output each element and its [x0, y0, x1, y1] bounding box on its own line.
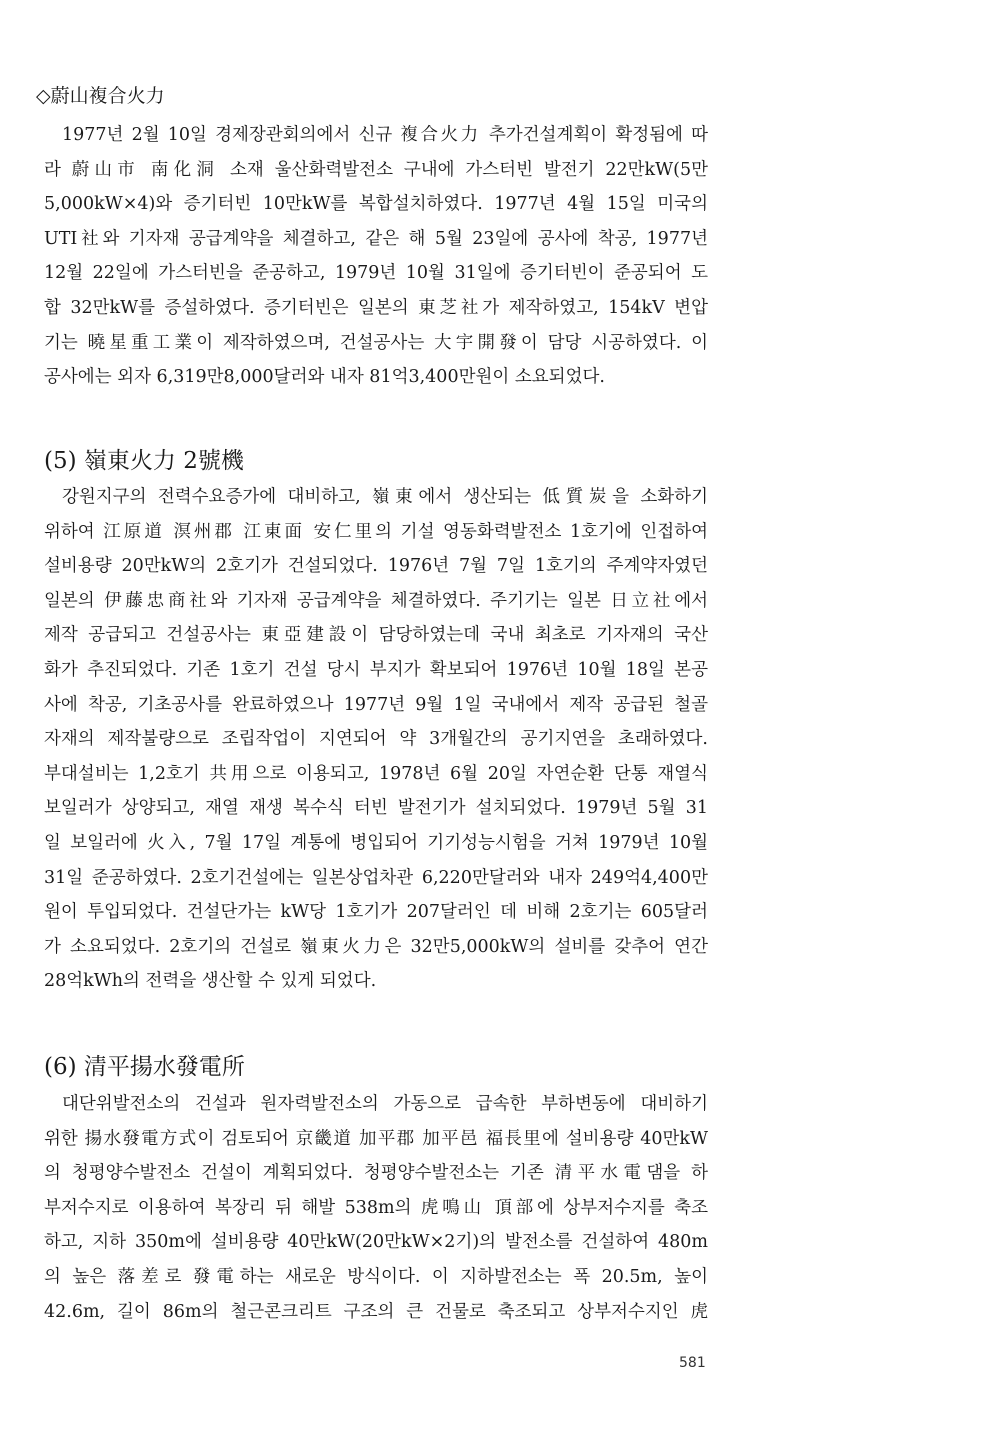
subsection-paragraph	[44, 118, 708, 395]
text-line: 위한 揚水發電方式이 검토되어 京畿道 加平郡 加平邑 福長里에 설비용량 40만kW	[44, 1128, 708, 1149]
text-line: 5,000kW×4)와 증기터빈 10만kW를 복합설치하였다. 1977년 4월 15일 미국의	[44, 194, 708, 215]
text-line: 가 소요되었다. 2호기의 건설로 嶺東火力은 32만5,000kW의 설비를 갖추어 연간	[44, 936, 708, 957]
text-line: 자재의 제작불량으로 조립작업이 지연되어 약 3개월간의 공기지연을 초래하였다.	[44, 729, 708, 750]
subsection-title: ◇蔚山複合火力	[36, 85, 165, 107]
text-line: 라 蔚山市 南化洞 소재 울산화력발전소 구내에 가스터빈 발전기 22만kW(5만	[44, 159, 708, 180]
text-line: 부대설비는 1,2호기 共用으로 이용되고, 1978년 6월 20일 자연순환 단통 재열식	[44, 763, 708, 784]
section-6-paragraph	[44, 1087, 708, 1329]
text-line: 28억kWh의 전력을 생산할 수 있게 되었다.	[44, 971, 377, 992]
section-5-heading: (5) 嶺東火力 2號機	[44, 448, 244, 474]
text-line: 의 청평양수발전소 건설이 계획되었다. 청평양수발전소는 기존 清平水電댐을 하	[44, 1163, 708, 1184]
text-line: 기는 曉星重工業이 제작하였으며, 건설공사는 大宇開發이 담당 시공하였다. 이	[44, 332, 708, 353]
text-line: 일 보일러에 火入, 7월 17일 계통에 병입되어 기기성능시험을 거쳐 1979년 10월	[44, 832, 708, 853]
section-5-paragraph	[44, 480, 708, 999]
text-line: 의 높은 落差로 發電하는 새로운 방식이다. 이 지하발전소는 폭 20.5m, 높이	[44, 1266, 708, 1287]
text-line: 부저수지로 이용하여 복장리 뒤 해발 538m의 虎鳴山 頂部에 상부저수지를 축조	[44, 1197, 708, 1218]
text-line: 설비용량 20만kW의 2호기가 건설되었다. 1976년 7월 7일 1호기의 주계약자였던	[44, 556, 708, 577]
text-line: 42.6m, 길이 86m의 철근콘크리트 구조의 큰 건물로 축조되고 상부저수지인 虎	[44, 1301, 708, 1322]
page-number: 581	[679, 1355, 706, 1371]
text-line: UTI社와 기자재 공급계약을 체결하고, 같은 해 5월 23일에 공사에 착공, 1977년	[44, 228, 708, 249]
text-line: 위하여 江原道 溟州郡 江東面 安仁里의 기설 영동화력발전소 1호기에 인접하여	[44, 521, 708, 542]
text-line: 사에 착공, 기초공사를 완료하였으나 1977년 9월 1일 국내에서 제작 공급된 철골	[44, 694, 708, 715]
text-line: 1977년 2월 10일 경제장관회의에서 신규 複合火力 추가건설계획이 확정됨에 따	[62, 125, 708, 145]
text-line: 하고, 지하 350m에 설비용량 40만kW(20만kW×2기)의 발전소를 건설하여 480m	[44, 1232, 708, 1253]
text-line: 일본의 伊藤忠商社와 기자재 공급계약을 체결하였다. 주기기는 일본 日立社에서	[44, 590, 708, 611]
text-line: 합 32만kW를 증설하였다. 증기터빈은 일본의 東芝社가 제작하였고, 154kV 변압	[44, 297, 708, 318]
text-line: 강원지구의 전력수요증가에 대비하고, 嶺東에서 생산되는 低質炭을 소화하기	[62, 487, 708, 507]
text-line: 공사에는 외자 6,319만8,000달러와 내자 81억3,400만원이 소요되었다.	[44, 367, 605, 388]
text-line: 원이 투입되었다. 건설단가는 kW당 1호기가 207달러인 데 비해 2호기는 605달러	[44, 902, 708, 923]
text-line: 화가 추진되었다. 기존 1호기 건설 당시 부지가 확보되어 1976년 10월 18일 본공	[44, 659, 708, 680]
text-line: 31일 준공하였다. 2호기건설에는 일본상업차관 6,220만달러와 내자 249억4,400만	[44, 867, 708, 888]
text-line: 12월 22일에 가스터빈을 준공하고, 1979년 10월 31일에 증기터빈이 준공되어 도	[44, 263, 708, 284]
text-line: 대단위발전소의 건설과 원자력발전소의 가동으로 급속한 부하변동에 대비하기	[62, 1094, 708, 1114]
text-line: 제작 공급되고 건설공사는 東亞建設이 담당하였는데 국내 최초로 기자재의 국산	[44, 625, 708, 646]
text-line: 보일러가 상양되고, 재열 재생 복수식 터빈 발전기가 설치되었다. 1979년 5월 31	[44, 798, 708, 819]
section-6-heading: (6) 清平揚水發電所	[44, 1054, 245, 1080]
